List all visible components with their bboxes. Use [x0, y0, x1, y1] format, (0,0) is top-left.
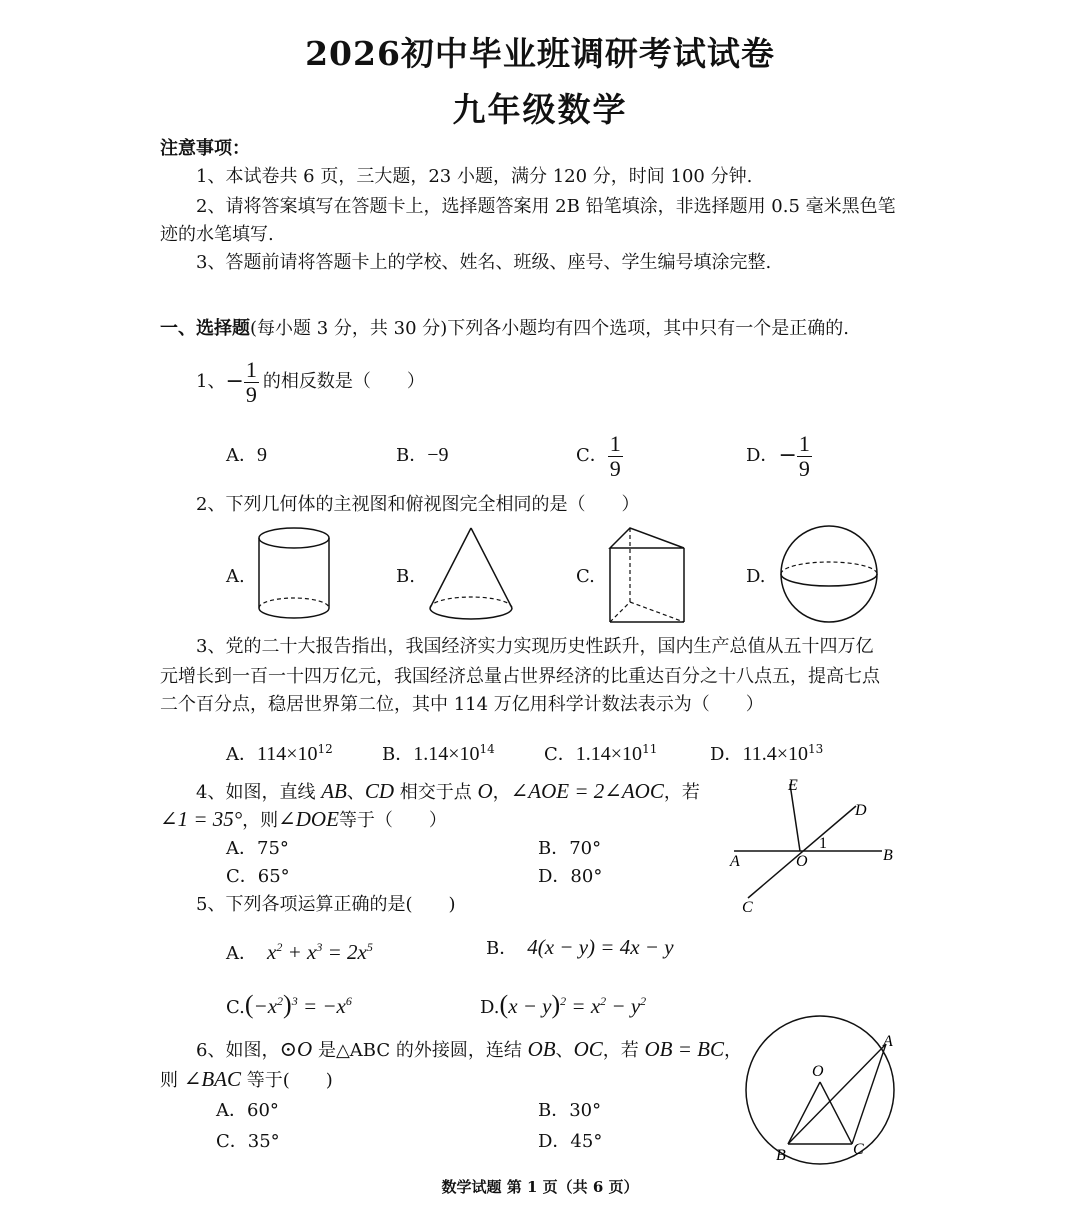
q1-d-minus: − — [778, 443, 797, 468]
q6-bac: ∠BAC — [183, 1067, 241, 1091]
fig4-label-c: C — [742, 899, 753, 916]
q6-text-6: 等于( ) — [241, 1070, 333, 1091]
q1-d-label: D． — [746, 445, 779, 466]
q4-line-1 — [196, 780, 700, 804]
q6-line-2 — [160, 1068, 333, 1092]
exam-subtitle: 九年级数学 — [452, 90, 628, 129]
q1-a-label: A． — [226, 445, 257, 466]
q2-c-label: C. — [576, 566, 595, 587]
q4-text-1: 4、如图，直线 — [196, 782, 322, 803]
q1-option-b — [396, 444, 449, 467]
fig6-label-a: A — [883, 1033, 893, 1050]
q4-eq-1: ∠AOE = 2∠AOC — [510, 779, 664, 803]
q6-text-2: 是△ABC 的外接圆，连结 — [312, 1040, 528, 1061]
cone-figure — [424, 524, 518, 624]
exam-title: 2026初中毕业班调研考试试卷 — [305, 34, 775, 73]
cylinder-figure — [252, 524, 336, 624]
question-5: 5、下列各项运算正确的是( ) — [196, 894, 456, 915]
q5-d-label: D. — [480, 997, 500, 1018]
notice-item-3: 3、答题前请将答题卡上的学校、姓名、班级、座号、学生编号填涂完整. — [196, 252, 772, 273]
q1-minus: − — [225, 369, 244, 394]
q6-option-a: A．60° — [216, 1100, 279, 1121]
q3-line-3: 二个百分点，稳居世界第二位，其中 114 万亿用科学计数法表示为（ ） — [160, 694, 764, 715]
q1-frac-num: 1 — [245, 356, 257, 382]
fig6-label-c: C — [853, 1141, 864, 1158]
q4-sep: 、 — [346, 782, 365, 803]
q4-text-2: 相交于点 — [394, 782, 478, 803]
q5-a-expr: $x^2 + x^3 = 2x^5$ — [267, 940, 373, 964]
q4-option-c: C．65° — [226, 866, 290, 887]
q6-circle-figure — [740, 1010, 910, 1168]
prism-figure — [604, 524, 690, 628]
section-1-title: 一、选择题 — [160, 318, 250, 339]
q3-option-d — [710, 738, 823, 766]
q5-option-b — [486, 936, 674, 960]
q1-b-value: −9 — [427, 444, 449, 466]
q5-a-label: A． — [226, 943, 257, 964]
q2-b-label: B. — [396, 566, 415, 587]
q6-option-d: D．45° — [538, 1131, 603, 1152]
q2-a-label: A. — [226, 566, 245, 587]
q6-text-5: 则 — [160, 1070, 184, 1091]
q3-d-base: 11.4×10 — [742, 743, 808, 765]
q3-line-2: 元增长到一百一十四万亿元，我国经济总量占世界经济的比重达百分之十八点五，提高七点 — [160, 666, 880, 687]
fig4-label-e: E — [788, 777, 798, 794]
fig4-label-b: B — [883, 847, 893, 864]
q1-fraction — [244, 358, 259, 407]
q3-c-label: C． — [544, 744, 576, 765]
q3-b-exp: 14 — [479, 742, 495, 756]
notice-item-2-line-1: 2、请将答案填写在答题卡上，选择题答案用 2B 铅笔填涂，非选择题用 0.5 毫米黑色笔 — [196, 196, 896, 217]
q5-c-label: C. — [226, 997, 245, 1018]
q3-c-exp: 11 — [642, 742, 658, 756]
q5-d-expr: $(x - y)^2 = x^2 - y^2$ — [499, 990, 647, 1019]
q4-option-a: A．75° — [226, 838, 289, 859]
q1-option-d — [746, 428, 812, 484]
q6-option-b: B．30° — [538, 1100, 602, 1121]
section-1-heading — [160, 318, 849, 340]
section-1-desc: (每小题 3 分，共 30 分)下列各小题均有四个选项，其中只有一个是正确的. — [250, 318, 850, 339]
q4-eq-3: ∠DOE — [278, 807, 339, 831]
question-2: 2、下列几何体的主视图和俯视图完全相同的是（ ） — [196, 494, 640, 515]
q3-line-1: 3、党的二十大报告指出，我国经济实力实现历史性跃升，国内生产总值从五十四万亿 — [196, 636, 874, 657]
q4-text-4: ，若 — [663, 782, 700, 803]
question-1 — [196, 352, 425, 412]
q4-option-b: B．70° — [538, 838, 602, 859]
q4-text-3: ， — [492, 782, 511, 803]
q3-a-exp: 12 — [317, 742, 333, 756]
fig4-label-o: O — [796, 853, 808, 870]
q1-frac-den: 9 — [245, 381, 257, 407]
q6-line-1 — [196, 1038, 742, 1062]
q6-text-4: ， — [723, 1040, 742, 1061]
q3-b-base: 1.14×10 — [413, 743, 480, 765]
fig4-label-a: A — [730, 853, 740, 870]
q6-eq: OB = BC — [644, 1037, 724, 1061]
q6-text-3: ，若 — [602, 1040, 645, 1061]
q4-option-d: D．80° — [538, 866, 603, 887]
q5-b-expr: 4(x − y) = 4x − y — [527, 935, 674, 959]
q4-o: O — [477, 779, 493, 803]
fig4-label-1: 1 — [819, 835, 827, 852]
q3-a-label: A． — [226, 744, 257, 765]
q5-option-c — [226, 990, 352, 1019]
q1-b-label: B． — [396, 445, 428, 466]
q1-c-label: C． — [576, 445, 608, 466]
q4-ab: AB — [321, 779, 347, 803]
notice-item-2-line-2: 迹的水笔填写. — [160, 224, 274, 245]
q5-c-expr: $(-x^2)^3 = -x^6$ — [244, 990, 352, 1019]
q5-option-d — [480, 990, 646, 1019]
q3-option-a — [226, 738, 333, 766]
q5-b-label: B． — [486, 938, 518, 959]
q1-c-den: 9 — [609, 455, 621, 481]
q6-sep: 、 — [555, 1040, 574, 1061]
q1-a-value: 9 — [257, 444, 267, 466]
q1-option-a — [226, 444, 267, 467]
q1-text: 的相反数是（ ） — [262, 371, 425, 392]
q3-d-label: D． — [710, 744, 743, 765]
q3-b-label: B． — [382, 744, 414, 765]
q4-line-2 — [160, 808, 447, 832]
sphere-figure — [776, 524, 882, 624]
q1-c-num: 1 — [609, 430, 621, 456]
fig6-label-b: B — [776, 1147, 786, 1164]
q1-c-fraction — [608, 432, 623, 481]
q4-angle-figure — [722, 770, 912, 920]
q6-oc: OC — [573, 1037, 603, 1061]
q1-option-c — [576, 428, 623, 484]
notice-item-1: 1、本试卷共 6 页，三大题，23 小题，满分 120 分，时间 100 分钟. — [196, 166, 753, 187]
q6-ob: OB — [527, 1037, 556, 1061]
q1-d-num: 1 — [798, 430, 810, 456]
q4-text-5: ，则 — [242, 810, 279, 831]
q4-eq-2: ∠1 = 35° — [160, 807, 243, 831]
q3-option-b — [382, 738, 495, 766]
fig4-label-d: D — [855, 802, 867, 819]
q3-c-base: 1.14×10 — [575, 743, 643, 765]
q4-cd: CD — [364, 779, 395, 803]
q5-option-a — [226, 936, 373, 965]
q3-a-base: 114×10 — [257, 743, 318, 765]
q6-text-1: 6、如图， — [196, 1040, 280, 1061]
q3-d-exp: 13 — [807, 742, 824, 756]
page-footer: 数学试题 第 1 页（共 6 页） — [441, 1178, 639, 1196]
q3-option-c — [544, 738, 657, 766]
q6-option-c: C．35° — [216, 1131, 280, 1152]
q6-circle: ⊙O — [279, 1037, 313, 1061]
q1-number: 1、 — [196, 371, 226, 392]
notice-heading: 注意事项： — [160, 138, 250, 159]
q2-d-label: D. — [746, 566, 766, 587]
q1-d-den: 9 — [798, 455, 810, 481]
q4-text-6: 等于（ ） — [338, 810, 447, 831]
fig6-label-o: O — [812, 1063, 824, 1080]
q1-d-fraction — [797, 432, 812, 481]
